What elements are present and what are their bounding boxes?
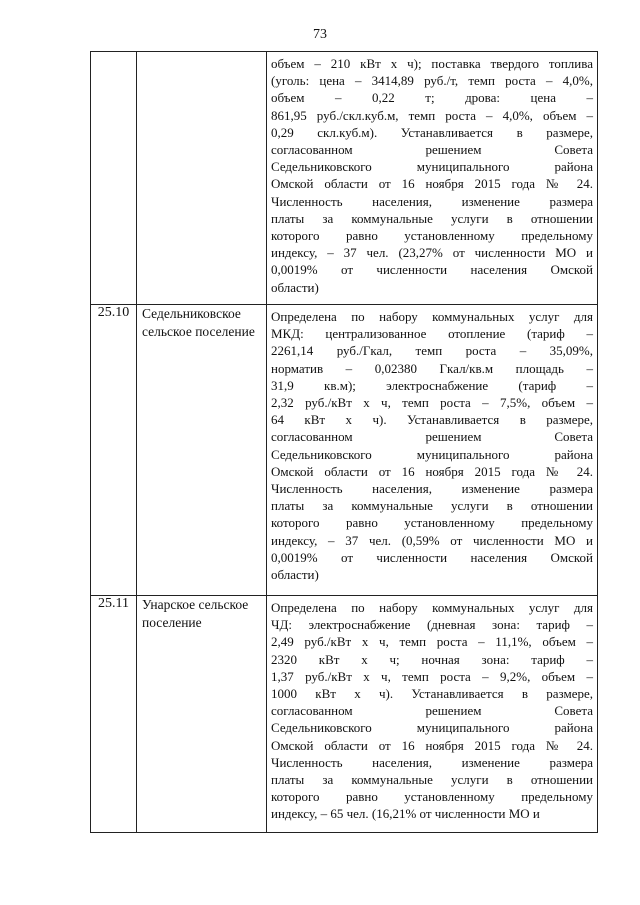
description-line: 0,0019% от численности населения Омской <box>271 549 593 565</box>
settlement-name-cell <box>137 52 267 305</box>
description-line: ЧД: электроснабжение (дневная зона: тариф – <box>271 617 593 633</box>
description-line: 0,29 скл.куб.м). Устанавливается в размере, <box>271 124 593 140</box>
tariff-table <box>90 51 598 833</box>
description-line: которого равно установленному предельному <box>271 789 593 805</box>
description-line: 1,37 руб./кВт х ч, темп роста – 9,2%, объем – <box>271 668 593 684</box>
description-line: (уголь: цена – 3414,89 руб./т, темп роста – 4,0%, <box>271 73 593 89</box>
row-number-cell <box>91 305 137 596</box>
description-line: платы за коммунальные услуги в отношении <box>271 772 593 788</box>
description-line: 2,49 руб./кВт х ч, темп роста – 11,1%, объем – <box>271 634 593 650</box>
description-line: Седельниковского муниципального района <box>271 720 593 736</box>
description-line: которого равно установленному предельному <box>271 515 593 531</box>
description-line: индексу, – 37 чел. (23,27% от численности МО и <box>271 245 593 261</box>
description-line: Омской области от 16 ноября 2015 года № 24. <box>271 463 593 479</box>
description-line: согласованном решением Совета <box>271 703 593 719</box>
description-line: согласованном решением Совета <box>271 429 593 445</box>
description-line: 1000 кВт х ч). Устанавливается в размере, <box>271 686 593 702</box>
row-number: 25.11 <box>98 596 129 611</box>
description-line: норматив – 0,02380 Гкал/кв.м площадь – <box>271 360 593 376</box>
row-number: 25.10 <box>97 305 130 320</box>
description-line: объем – 0,22 т; дрова: цена – <box>271 90 593 106</box>
description-line: Омской области от 16 ноября 2015 года № 24. <box>271 176 593 192</box>
description-line: которого равно установленному предельному <box>271 228 593 244</box>
description-line: 64 кВт х ч). Устанавливается в размере, <box>271 412 593 428</box>
description-line: 0,0019% от численности населения Омской <box>271 262 593 278</box>
description-line: области) <box>271 567 319 583</box>
settlement-name: Унарское сельское поселение <box>142 597 249 630</box>
description-cell <box>267 596 598 833</box>
description-line: 31,9 кв.м); электроснабжение (тариф – <box>271 377 593 393</box>
description <box>267 305 597 587</box>
description-line: объем – 210 кВт х ч); поставка твердого топлива <box>271 56 593 71</box>
description-line: Определена по набору коммунальных услуг для <box>271 600 593 615</box>
description-line: платы за коммунальные услуги в отношении <box>271 498 593 514</box>
description-line: платы за коммунальные услуги в отношении <box>271 210 593 226</box>
description-line: согласованном решением Совета <box>271 142 593 158</box>
description <box>267 52 597 300</box>
description-line: Омской области от 16 ноября 2015 года № 24. <box>271 737 593 753</box>
description-line: индексу, – 65 чел. (16,21% от численности МО и <box>271 806 540 822</box>
description-line: 2320 кВт х ч; ночная зона: тариф – <box>271 651 593 667</box>
description-line: Численность населения, изменение размера <box>271 193 593 209</box>
table-row <box>91 52 598 305</box>
row-number-cell <box>91 52 137 305</box>
description-line: Седельниковского муниципального района <box>271 446 593 462</box>
description-line: области) <box>271 279 319 295</box>
settlement-name-cell <box>137 596 267 833</box>
table-row <box>91 596 598 833</box>
description-line: 861,95 руб./скл.куб.м, темп роста – 4,0%, объем – <box>271 107 593 123</box>
description-line: индексу, – 37 чел. (0,59% от численности МО и <box>271 532 593 548</box>
page-number: 73 <box>313 27 327 42</box>
description-line: 2,32 руб./кВт х ч, темп роста – 7,5%, объем – <box>271 395 593 411</box>
description-line: МКД: централизованное отопление (тариф – <box>271 326 593 342</box>
description-cell <box>267 305 598 596</box>
description-line: Численность населения, изменение размера <box>271 754 593 770</box>
description-line: Численность населения, изменение размера <box>271 481 593 497</box>
description <box>267 596 597 827</box>
row-number-cell <box>91 596 137 833</box>
description-cell <box>267 52 598 305</box>
settlement-name-cell <box>137 305 267 596</box>
description-line: Седельниковского муниципального района <box>271 159 593 175</box>
table-row <box>91 305 598 596</box>
description-line: 2261,14 руб./Гкал, темп роста – 35,09%, <box>271 343 593 359</box>
description-line: Определена по набору коммунальных услуг для <box>271 309 593 324</box>
settlement-name: Седельниковское сельское поселение <box>142 306 255 339</box>
